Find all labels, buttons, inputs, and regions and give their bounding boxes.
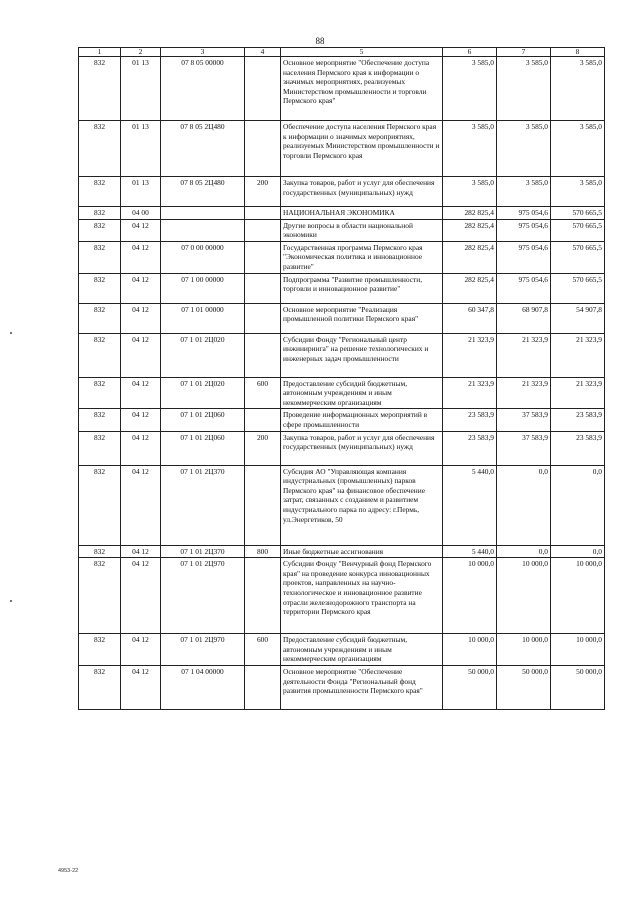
table-row (79, 665, 605, 709)
cell-c4: 200 (245, 177, 281, 207)
cell-c2: 04 12 (121, 303, 161, 333)
table-row (79, 219, 605, 241)
cell-c3: 07 8 05 2Ц480 (161, 177, 245, 207)
cell-c7: 50 000,0 (497, 665, 551, 709)
cell-c6: 282 825,4 (443, 241, 497, 273)
cell-c8: 570 665,5 (551, 273, 605, 303)
column-header-2: 2 (121, 48, 161, 57)
column-header-5: 5 (281, 48, 443, 57)
cell-c8: 23 583,9 (551, 409, 605, 431)
cell-c2: 01 13 (121, 57, 161, 121)
cell-c3: 07 1 01 2Ц970 (161, 634, 245, 666)
cell-c3: 07 1 01 2Ц020 (161, 333, 245, 377)
cell-c7: 0,0 (497, 465, 551, 545)
cell-c7: 3 585,0 (497, 121, 551, 177)
table-row (79, 241, 605, 273)
cell-c4 (245, 465, 281, 545)
cell-c8: 50 000,0 (551, 665, 605, 709)
cell-c3: 07 8 05 2Ц480 (161, 121, 245, 177)
cell-c1: 832 (79, 273, 121, 303)
cell-c8: 570 665,5 (551, 207, 605, 220)
table-row (79, 303, 605, 333)
cell-c8: 570 665,5 (551, 219, 605, 241)
cell-c6: 282 825,4 (443, 273, 497, 303)
cell-c4 (245, 558, 281, 634)
table-row (79, 545, 605, 558)
cell-c7: 37 583,9 (497, 431, 551, 465)
table-row (79, 634, 605, 666)
cell-c5: Основное мероприятие "Обеспечение доступа населения Пермского края к информации о значимых мероприятиях, реализуемых Министерством промышленности и торговли Пермского края" (281, 57, 443, 121)
table-row (79, 431, 605, 465)
cell-c4 (245, 207, 281, 220)
cell-c4: 600 (245, 634, 281, 666)
cell-c1: 832 (79, 431, 121, 465)
cell-c2: 04 12 (121, 665, 161, 709)
cell-c5: НАЦИОНАЛЬНАЯ ЭКОНОМИКА (281, 207, 443, 220)
column-header-3: 3 (161, 48, 245, 57)
cell-c2: 01 13 (121, 121, 161, 177)
cell-c4 (245, 409, 281, 431)
cell-c8: 570 665,5 (551, 241, 605, 273)
column-header-8: 8 (551, 48, 605, 57)
cell-c5: Другие вопросы в области национальной экономики (281, 219, 443, 241)
cell-c1: 832 (79, 177, 121, 207)
cell-c5: Обеспечение доступа населения Пермского края к информации о значимых мероприятиях, реализуемых Министерством промышленности и торговли Пермского края (281, 121, 443, 177)
cell-c7: 3 585,0 (497, 57, 551, 121)
cell-c8: 3 585,0 (551, 177, 605, 207)
cell-c2: 04 12 (121, 273, 161, 303)
cell-c4 (245, 121, 281, 177)
cell-c6: 10 000,0 (443, 634, 497, 666)
cell-c2: 04 12 (121, 219, 161, 241)
cell-c3: 07 1 01 2Ц370 (161, 465, 245, 545)
table-row (79, 465, 605, 545)
cell-c4 (245, 333, 281, 377)
cell-c8: 10 000,0 (551, 558, 605, 634)
cell-c5: Предоставление субсидий бюджетным, автономным учреждениям и иным некоммерческим организациям (281, 377, 443, 409)
table-row (79, 177, 605, 207)
cell-c6: 23 583,9 (443, 431, 497, 465)
cell-c2: 04 12 (121, 377, 161, 409)
cell-c5: Проведение информационных мероприятий в сфере промышленности (281, 409, 443, 431)
cell-c1: 832 (79, 545, 121, 558)
cell-c8: 21 323,9 (551, 377, 605, 409)
cell-c6: 282 825,4 (443, 219, 497, 241)
cell-c3: 07 1 01 2Ц060 (161, 409, 245, 431)
margin-mark (10, 332, 12, 334)
cell-c3: 07 1 01 00000 (161, 303, 245, 333)
cell-c8: 3 585,0 (551, 121, 605, 177)
cell-c7: 975 054,6 (497, 207, 551, 220)
cell-c1: 832 (79, 207, 121, 220)
cell-c1: 832 (79, 465, 121, 545)
cell-c5: Закупка товаров, работ и услуг для обеспечения государственных (муниципальных) нужд (281, 177, 443, 207)
cell-c8: 23 583,9 (551, 431, 605, 465)
cell-c7: 3 585,0 (497, 177, 551, 207)
cell-c5: Предоставление субсидий бюджетным, автономным учреждениям и иным некоммерческим организациям (281, 634, 443, 666)
cell-c5: Закупка товаров, работ и услуг для обеспечения государственных (муниципальных) нужд (281, 431, 443, 465)
cell-c5: Субсидии Фонду "Венчурный фонд Пермского края" на проведение конкурса инновационных проектов, направленных на научно-технологическое и инновационное развитие отрасли железнодорожного транспорта на территории Пермского края (281, 558, 443, 634)
cell-c3: 07 1 04 00000 (161, 665, 245, 709)
cell-c7: 975 054,6 (497, 219, 551, 241)
table-row (79, 409, 605, 431)
cell-c5: Иные бюджетные ассигнования (281, 545, 443, 558)
cell-c4: 800 (245, 545, 281, 558)
cell-c2: 04 12 (121, 409, 161, 431)
cell-c3: 07 8 05 00000 (161, 57, 245, 121)
cell-c2: 01 13 (121, 177, 161, 207)
cell-c8: 3 585,0 (551, 57, 605, 121)
cell-c7: 21 323,9 (497, 377, 551, 409)
cell-c5: Основное мероприятие "Реализация промышленной политики Пермского края" (281, 303, 443, 333)
cell-c2: 04 12 (121, 465, 161, 545)
cell-c6: 60 347,8 (443, 303, 497, 333)
cell-c1: 832 (79, 303, 121, 333)
table-row (79, 558, 605, 634)
column-header-1: 1 (79, 48, 121, 57)
cell-c6: 5 440,0 (443, 465, 497, 545)
column-header-6: 6 (443, 48, 497, 57)
cell-c4 (245, 57, 281, 121)
cell-c6: 23 583,9 (443, 409, 497, 431)
cell-c1: 832 (79, 57, 121, 121)
cell-c1: 832 (79, 377, 121, 409)
cell-c3: 07 1 01 2Ц970 (161, 558, 245, 634)
cell-c2: 04 12 (121, 431, 161, 465)
cell-c7: 21 323,9 (497, 333, 551, 377)
cell-c1: 832 (79, 219, 121, 241)
column-header-7: 7 (497, 48, 551, 57)
cell-c8: 0,0 (551, 545, 605, 558)
cell-c1: 832 (79, 333, 121, 377)
cell-c4 (245, 303, 281, 333)
cell-c7: 68 907,8 (497, 303, 551, 333)
table-row (79, 207, 605, 220)
cell-c7: 0,0 (497, 545, 551, 558)
cell-c2: 04 12 (121, 634, 161, 666)
cell-c4 (245, 273, 281, 303)
cell-c1: 832 (79, 241, 121, 273)
cell-c2: 04 12 (121, 333, 161, 377)
cell-c5: Государственная программа Пермского края "Экономическая политика и инновационное развитие" (281, 241, 443, 273)
document-code: 4953-22 (58, 868, 79, 874)
cell-c6: 21 323,9 (443, 333, 497, 377)
table-row (79, 333, 605, 377)
cell-c4 (245, 241, 281, 273)
cell-c6: 3 585,0 (443, 177, 497, 207)
cell-c1: 832 (79, 634, 121, 666)
table-row (79, 377, 605, 409)
margin-mark (10, 600, 12, 602)
cell-c7: 975 054,6 (497, 273, 551, 303)
table-row (79, 121, 605, 177)
page-number: 88 (315, 36, 325, 46)
cell-c3 (161, 207, 245, 220)
cell-c6: 3 585,0 (443, 57, 497, 121)
cell-c6: 50 000,0 (443, 665, 497, 709)
cell-c4 (245, 219, 281, 241)
cell-c3: 07 1 01 2Ц020 (161, 377, 245, 409)
cell-c1: 832 (79, 558, 121, 634)
cell-c8: 0,0 (551, 465, 605, 545)
cell-c6: 282 825,4 (443, 207, 497, 220)
cell-c7: 975 054,6 (497, 241, 551, 273)
cell-c4 (245, 665, 281, 709)
cell-c5: Подпрограмма "Развитие промышленности, торговли и инновационное развитие" (281, 273, 443, 303)
cell-c6: 21 323,9 (443, 377, 497, 409)
cell-c7: 10 000,0 (497, 558, 551, 634)
cell-c6: 5 440,0 (443, 545, 497, 558)
cell-c5: Субсидия АО "Управляющая компания индустриальных (промышленных) парков Пермского края" на финансовое обеспечение затрат, связанных с созданием и развитием индустриального парка по адресу: г.Пермь, ул.Энергетиков, 50 (281, 465, 443, 545)
cell-c3: 07 0 00 00000 (161, 241, 245, 273)
cell-c8: 54 907,8 (551, 303, 605, 333)
cell-c6: 10 000,0 (443, 558, 497, 634)
cell-c7: 37 583,9 (497, 409, 551, 431)
column-header-4: 4 (245, 48, 281, 57)
cell-c2: 04 12 (121, 558, 161, 634)
cell-c6: 3 585,0 (443, 121, 497, 177)
cell-c3: 07 1 01 2Ц060 (161, 431, 245, 465)
cell-c1: 832 (79, 665, 121, 709)
cell-c2: 04 12 (121, 545, 161, 558)
budget-table (78, 47, 605, 710)
cell-c3 (161, 219, 245, 241)
cell-c2: 04 12 (121, 241, 161, 273)
header-row (79, 48, 605, 57)
table-row (79, 273, 605, 303)
cell-c5: Субсидии Фонду "Региональный центр инжиниринга" на решение технологических и инженерных задач промышленности (281, 333, 443, 377)
cell-c4: 200 (245, 431, 281, 465)
cell-c7: 10 000,0 (497, 634, 551, 666)
cell-c1: 832 (79, 409, 121, 431)
cell-c3: 07 1 00 00000 (161, 273, 245, 303)
cell-c8: 10 000,0 (551, 634, 605, 666)
cell-c4: 600 (245, 377, 281, 409)
table-row (79, 57, 605, 121)
cell-c1: 832 (79, 121, 121, 177)
cell-c2: 04 00 (121, 207, 161, 220)
cell-c3: 07 1 01 2Ц370 (161, 545, 245, 558)
cell-c5: Основное мероприятие "Обеспечение деятельности Фонда "Региональный фонд развития промышленности Пермского края" (281, 665, 443, 709)
cell-c8: 21 323,9 (551, 333, 605, 377)
